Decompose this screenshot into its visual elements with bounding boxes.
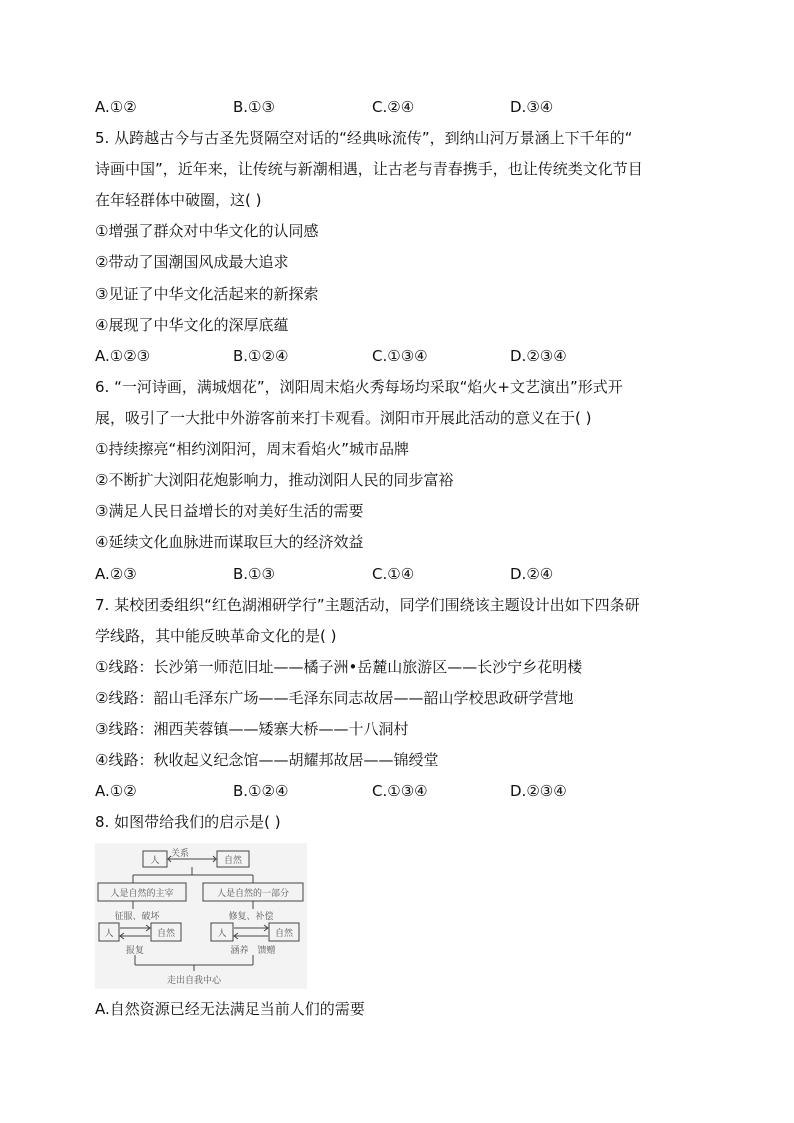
q5-option-c[interactable]: C.①③④ xyxy=(372,347,428,365)
q7-option-d[interactable]: D.②③④ xyxy=(510,782,567,800)
fig-bottom-label: 走出自我中心 xyxy=(166,976,222,986)
q7-option-a[interactable]: A.①② xyxy=(95,782,137,800)
q6-stem-line-1: 6. “一河诗画，满城烟花”，浏阳周末焰火秀每场均采取“焰火+文艺演出”形式开 xyxy=(95,378,623,396)
q4-option-c[interactable]: C.②④ xyxy=(372,98,415,116)
q8-stem: 8. 如图带给我们的启示是( ) xyxy=(95,813,281,831)
q5-options xyxy=(95,346,695,366)
q6-stem-line-2: 展，吸引了一大批中外游客前来打卡观看。浏阳市开展此活动的意义在于( ) xyxy=(95,409,592,427)
q5-item-1: ①增强了群众对中华文化的认同感 xyxy=(95,222,319,240)
q7-stem-line-1: 7. 某校团委组织“红色湖湘研学行”主题活动，同学们围绕该主题设计出如下四条研 xyxy=(95,596,640,614)
fig-left-return: 报复 xyxy=(125,946,145,956)
q5-stem-line-2: 诗画中国”，近年来，让传统与新潮相遇，让古老与青春携手，也让传统类文化节目 xyxy=(95,160,643,178)
q7-option-c[interactable]: C.①③④ xyxy=(372,782,428,800)
q7-stem-line-2: 学线路，其中能反映革命文化的是( ) xyxy=(95,627,337,645)
q6-option-d[interactable]: D.②④ xyxy=(510,565,554,583)
q8-option-a[interactable]: A.自然资源已经无法满足当前人们的需要 xyxy=(95,1000,365,1018)
q4-option-d[interactable]: D.③④ xyxy=(510,98,554,116)
q5-stem-line-1: 5. 从跨越古今与古圣先贤隔空对话的“经典咏流传”，到纳山河万景涵上下千年的“ xyxy=(95,129,633,147)
fig-left-action: 征服、破坏 xyxy=(114,912,160,922)
fig-top-ren: 人 xyxy=(150,856,160,866)
q6-item-1: ①持续擦亮“相约浏阳河，周末看焰火”城市品牌 xyxy=(95,440,409,458)
fig-top-ziran: 自然 xyxy=(223,856,243,866)
fig-right-ziran: 自然 xyxy=(274,929,294,939)
q6-item-3: ③满足人民日益增长的对美好生活的需要 xyxy=(95,502,364,520)
q7-item-1: ①线路：长沙第一师范旧址——橘子洲•岳麓山旅游区——长沙宁乡花明楼 xyxy=(95,658,583,676)
q5-stem-line-3: 在年轻群体中破圈，这( ) xyxy=(95,191,262,209)
q5-option-b[interactable]: B.①②④ xyxy=(233,347,289,365)
q7-item-3: ③线路：湘西芙蓉镇——矮寨大桥——十八洞村 xyxy=(95,720,409,738)
q5-item-2: ②带动了国潮国风成最大追求 xyxy=(95,253,289,271)
q5-option-d[interactable]: D.②③④ xyxy=(510,347,567,365)
q6-option-a[interactable]: A.②③ xyxy=(95,565,137,583)
fig-left-branch: 人是自然的主宰 xyxy=(110,889,174,899)
q6-item-2: ②不断扩大浏阳花炮影响力，推动浏阳人民的同步富裕 xyxy=(95,471,454,489)
q4-option-a[interactable]: A.①② xyxy=(95,98,137,116)
q6-option-b[interactable]: B.①③ xyxy=(233,565,275,583)
fig-right-branch: 人是自然的一部分 xyxy=(216,889,290,899)
q7-option-b[interactable]: B.①②④ xyxy=(233,782,289,800)
fig-right-return: 涵养 馈赠 xyxy=(230,946,276,956)
q5-item-3: ③见证了中华文化活起来的新探索 xyxy=(95,285,319,303)
q7-options xyxy=(95,781,695,801)
q7-item-2: ②线路：韶山毛泽东广场——毛泽东同志故居——韶山学校思政研学营地 xyxy=(95,689,574,707)
fig-left-ziran: 自然 xyxy=(156,929,176,939)
q4-options xyxy=(95,97,695,117)
fig-left-ren: 人 xyxy=(104,929,114,939)
q6-item-4: ④延续文化血脉进而谋取巨大的经济效益 xyxy=(95,533,364,551)
fig-right-action: 修复、补偿 xyxy=(228,912,274,922)
fig-right-ren: 人 xyxy=(217,929,227,939)
q8-relationship-diagram xyxy=(95,843,307,989)
q7-item-4: ④线路：秋收起义纪念馆——胡耀邦故居——锦绶堂 xyxy=(95,751,439,769)
q5-item-4: ④展现了中华文化的深厚底蕴 xyxy=(95,316,289,334)
q6-options xyxy=(95,564,695,584)
fig-top-label: 关系 xyxy=(170,849,190,859)
q6-option-c[interactable]: C.①④ xyxy=(372,565,415,583)
q5-option-a[interactable]: A.①②③ xyxy=(95,347,151,365)
q4-option-b[interactable]: B.①③ xyxy=(233,98,275,116)
